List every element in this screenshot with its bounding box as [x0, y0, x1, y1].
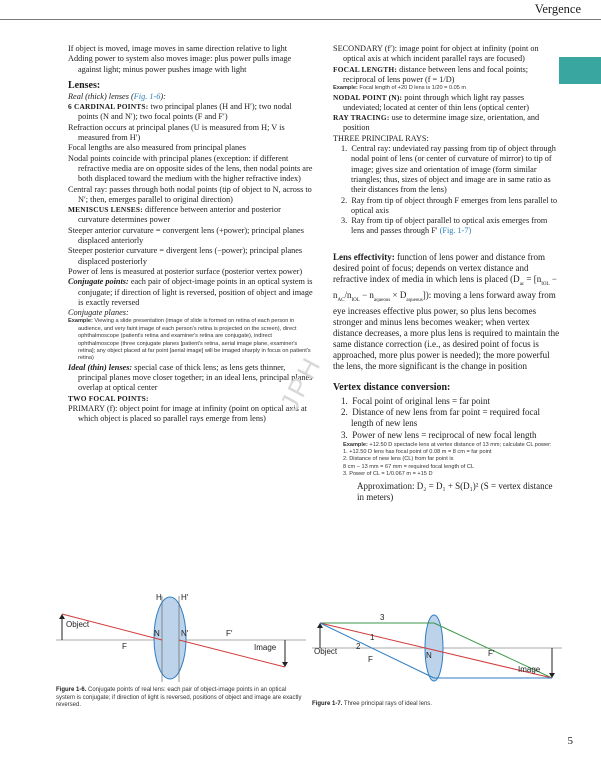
figure-1-6: [56, 592, 306, 682]
right_top-para-2: Example: Focal length of +20 D lens is 1/20 = 0.05 m: [333, 85, 467, 92]
label-n: N: [426, 651, 432, 660]
left-para-15: Example: Viewing a slide presentation (image of slide is formed on retina of each person in audience, and very faint image of each person's retina is projected on the screen), direct ophthalmoscope (patient's retina and examiner's retina are conjugate), indirect ophthalmoscope (three conjugate planes [patient's retina, aerial image plane, examiner's retina]; any object placed at far point [aerial image] will be imaged sharply in focus on patient's retina): [68, 318, 311, 362]
left-para-16: Ideal (thin) lenses: special case of thick lens; as lens gets thinner, principal planes move closer together; in an ideal lens, principal planes overlap at optical center: [68, 362, 313, 393]
running-header: Vergence: [534, 2, 581, 16]
left-para-4: 6 CARDINAL POINTS: two principal planes (H and H′); two nodal points (N and N′); two focal points (F and F′): [68, 102, 292, 122]
left-para-11: Steeper posterior curvature = divergent lens (−power); principal planes displaced posteriorly: [68, 246, 303, 266]
label-f2: F′: [488, 649, 495, 658]
vertex-list: [333, 396, 561, 440]
figure-1-6-caption: Figure 1-6. Conjugate points of real lens: each pair of object-image points in an optical system is conjugate; if direction of light is reversed, positions of object and image are exactly reversed.: [56, 687, 302, 708]
watermark: JPH: [273, 350, 328, 416]
vertex-item-3: 3. Power of new lens = reciprocal of new focal length: [341, 429, 537, 440]
left-para-2: Lenses:: [68, 79, 101, 91]
thin-lens: [425, 615, 443, 681]
label-h2: H′: [181, 593, 189, 602]
left-para-0: If object is moved, image moves in same direction relative to light: [68, 44, 288, 53]
vertex-approximation: Approximation: D₂ = D₁ + S(D₁)² (S = vertex distance in meters): [357, 480, 553, 502]
vertex-heading: Vertex distance conversion:: [333, 382, 451, 394]
thick-lens: [154, 597, 186, 679]
label-f: F: [122, 642, 127, 651]
lens-effectivity: Lens effectivity: function of lens power and distance from desired point of focus; depends on vertex distance and refractive index of media in which lens is placed $(D_{ac} = [n_{IOL} - n_{AC}/n_{IOL} - n_{aqueous} \times D_{aqueous}])$: moving a lens forward away from eye increases effective plus power, so plus lens becomes stronger and minus lens becomes weaker; when vertex distance decreases, a more plus lens is required to maintain the same distance correction (i.e., as desired point of focus is approached, more plus power is needed); the more powerful the lens, the more significant is the change in position: [333, 251, 560, 372]
left-para-6: Focal lengths are also measured from principal planes: [68, 143, 247, 153]
header-rule: [0, 19, 601, 20]
right_top-para-1: FOCAL LENGTH: distance between lens and focal points; reciprocal of lens power (f = 1/D): [333, 64, 529, 84]
left-para-8: Central ray: passes through both nodal points (tip of object to N, across to N′; then, emerges parallel to original direction): [68, 184, 312, 204]
left-para-3: Real (thick) lenses (Fig. 1-6):: [68, 91, 166, 101]
right_top-para-3: NODAL POINT (N): point through which light ray passes undeviated; located at center of thin lens (optical center): [333, 92, 529, 112]
ray-item-3: 3. Ray from tip of object parallel to optical axis emerges from lens and passes through F′ (Fig. 1-7): [341, 216, 548, 236]
label-n2: N′: [181, 629, 189, 638]
left-para-18: PRIMARY (f): object point for image at infinity (point on optical axis at which object is placed so parallel rays emerge from lens): [68, 404, 307, 424]
left-para-12: Power of lens is measured at posterior surface (posterior vertex power): [68, 266, 303, 276]
ray-item-2: 2. Ray from tip of object through F emerges from lens parallel to optical axis: [341, 195, 558, 215]
label-object: Object: [314, 647, 338, 656]
figure-1-7: [312, 612, 562, 692]
left-para-14: Conjugate planes:: [68, 308, 129, 318]
right_top-para-5: THREE PRINCIPAL RAYS:: [333, 133, 429, 143]
figure-1-7-caption: Figure 1-7. Three principal rays of ideal lens.: [312, 701, 432, 707]
right-column: [333, 44, 561, 503]
fig-link[interactable]: Fig. 1-6: [133, 91, 161, 101]
left-para-5: Refraction occurs at principal planes (U is measured from H; V is measured from H′): [68, 122, 285, 143]
left-para-13: Conjugate points: each pair of object-image points in an optical system is conjugate; if direction of light is reversed, position of object and image is exactly reversed: [68, 277, 313, 307]
label-image: Image: [254, 643, 277, 652]
ray-item-1: 1. Central ray: undeviated ray passing from tip of object through nodal point of lens (or center of curvature of mirror) to tip of image; gives size and orientation of image (form similar triangles; thus, sizes of object and image are in same ratio as their distances from the lens): [341, 144, 556, 195]
vertex-item-2: 2. Distance of new lens from far point = required focal length of new lens: [341, 407, 541, 429]
label-h: H: [156, 593, 162, 602]
left-column: [68, 44, 313, 425]
label-n: N: [154, 629, 160, 638]
label-ray-2: 2: [356, 642, 361, 651]
left-para-7: Nodal points coincide with principal planes (exception: if different refractive media are on opposite sides of the lens, then nodal points are both displaced toward the medium with the higher refractive index): [68, 153, 313, 184]
chapter-tab: [559, 57, 601, 84]
page-number: 5: [567, 735, 573, 747]
right-top-text: [333, 44, 561, 144]
label-f2: F′: [226, 629, 233, 638]
left-para-1: Adding power to system also moves image: plus power pulls image against light; minus power pushes image with light: [68, 54, 292, 74]
label-ray-1: 1: [370, 633, 375, 642]
label-object: Object: [66, 620, 90, 629]
right_top-para-4: RAY TRACING: use to determine image size, orientation, and position: [333, 113, 540, 133]
label-f: F: [368, 655, 373, 664]
principal-rays-list: [333, 144, 561, 237]
fig-1-7-link[interactable]: (Fig. 1-7): [439, 226, 472, 236]
label-image: Image: [518, 665, 541, 674]
vertex-example: Example: +12.50 D spectacle lens at vertex distance of 13 mm; calculate CL power: 1. +12.50 D lens has focal point of 0.08 m = 8 cm = far point 2. Distance of new lens (CL) from far point is 8 cm − 13 mm = 67 mm = required focal length of CL 3. Power of CL = 1/0.067 m = +15 D: [343, 441, 552, 478]
left-para-9: MENISCUS LENSES: difference between anterior and posterior curvature determines power: [68, 205, 281, 225]
right_top-para-0: SECONDARY (f′): image point for object at infinity (point on optical axis at which incident parallel rays are focused): [333, 44, 539, 64]
label-ray-3: 3: [380, 613, 385, 622]
vertex-item-1: 1. Focal point of original lens = far point: [341, 396, 491, 407]
left-para-17: TWO FOCAL POINTS:: [68, 393, 149, 403]
left-para-10: Steeper anterior curvature = convergent lens (+power); principal planes displaced anteriorly: [68, 225, 304, 246]
